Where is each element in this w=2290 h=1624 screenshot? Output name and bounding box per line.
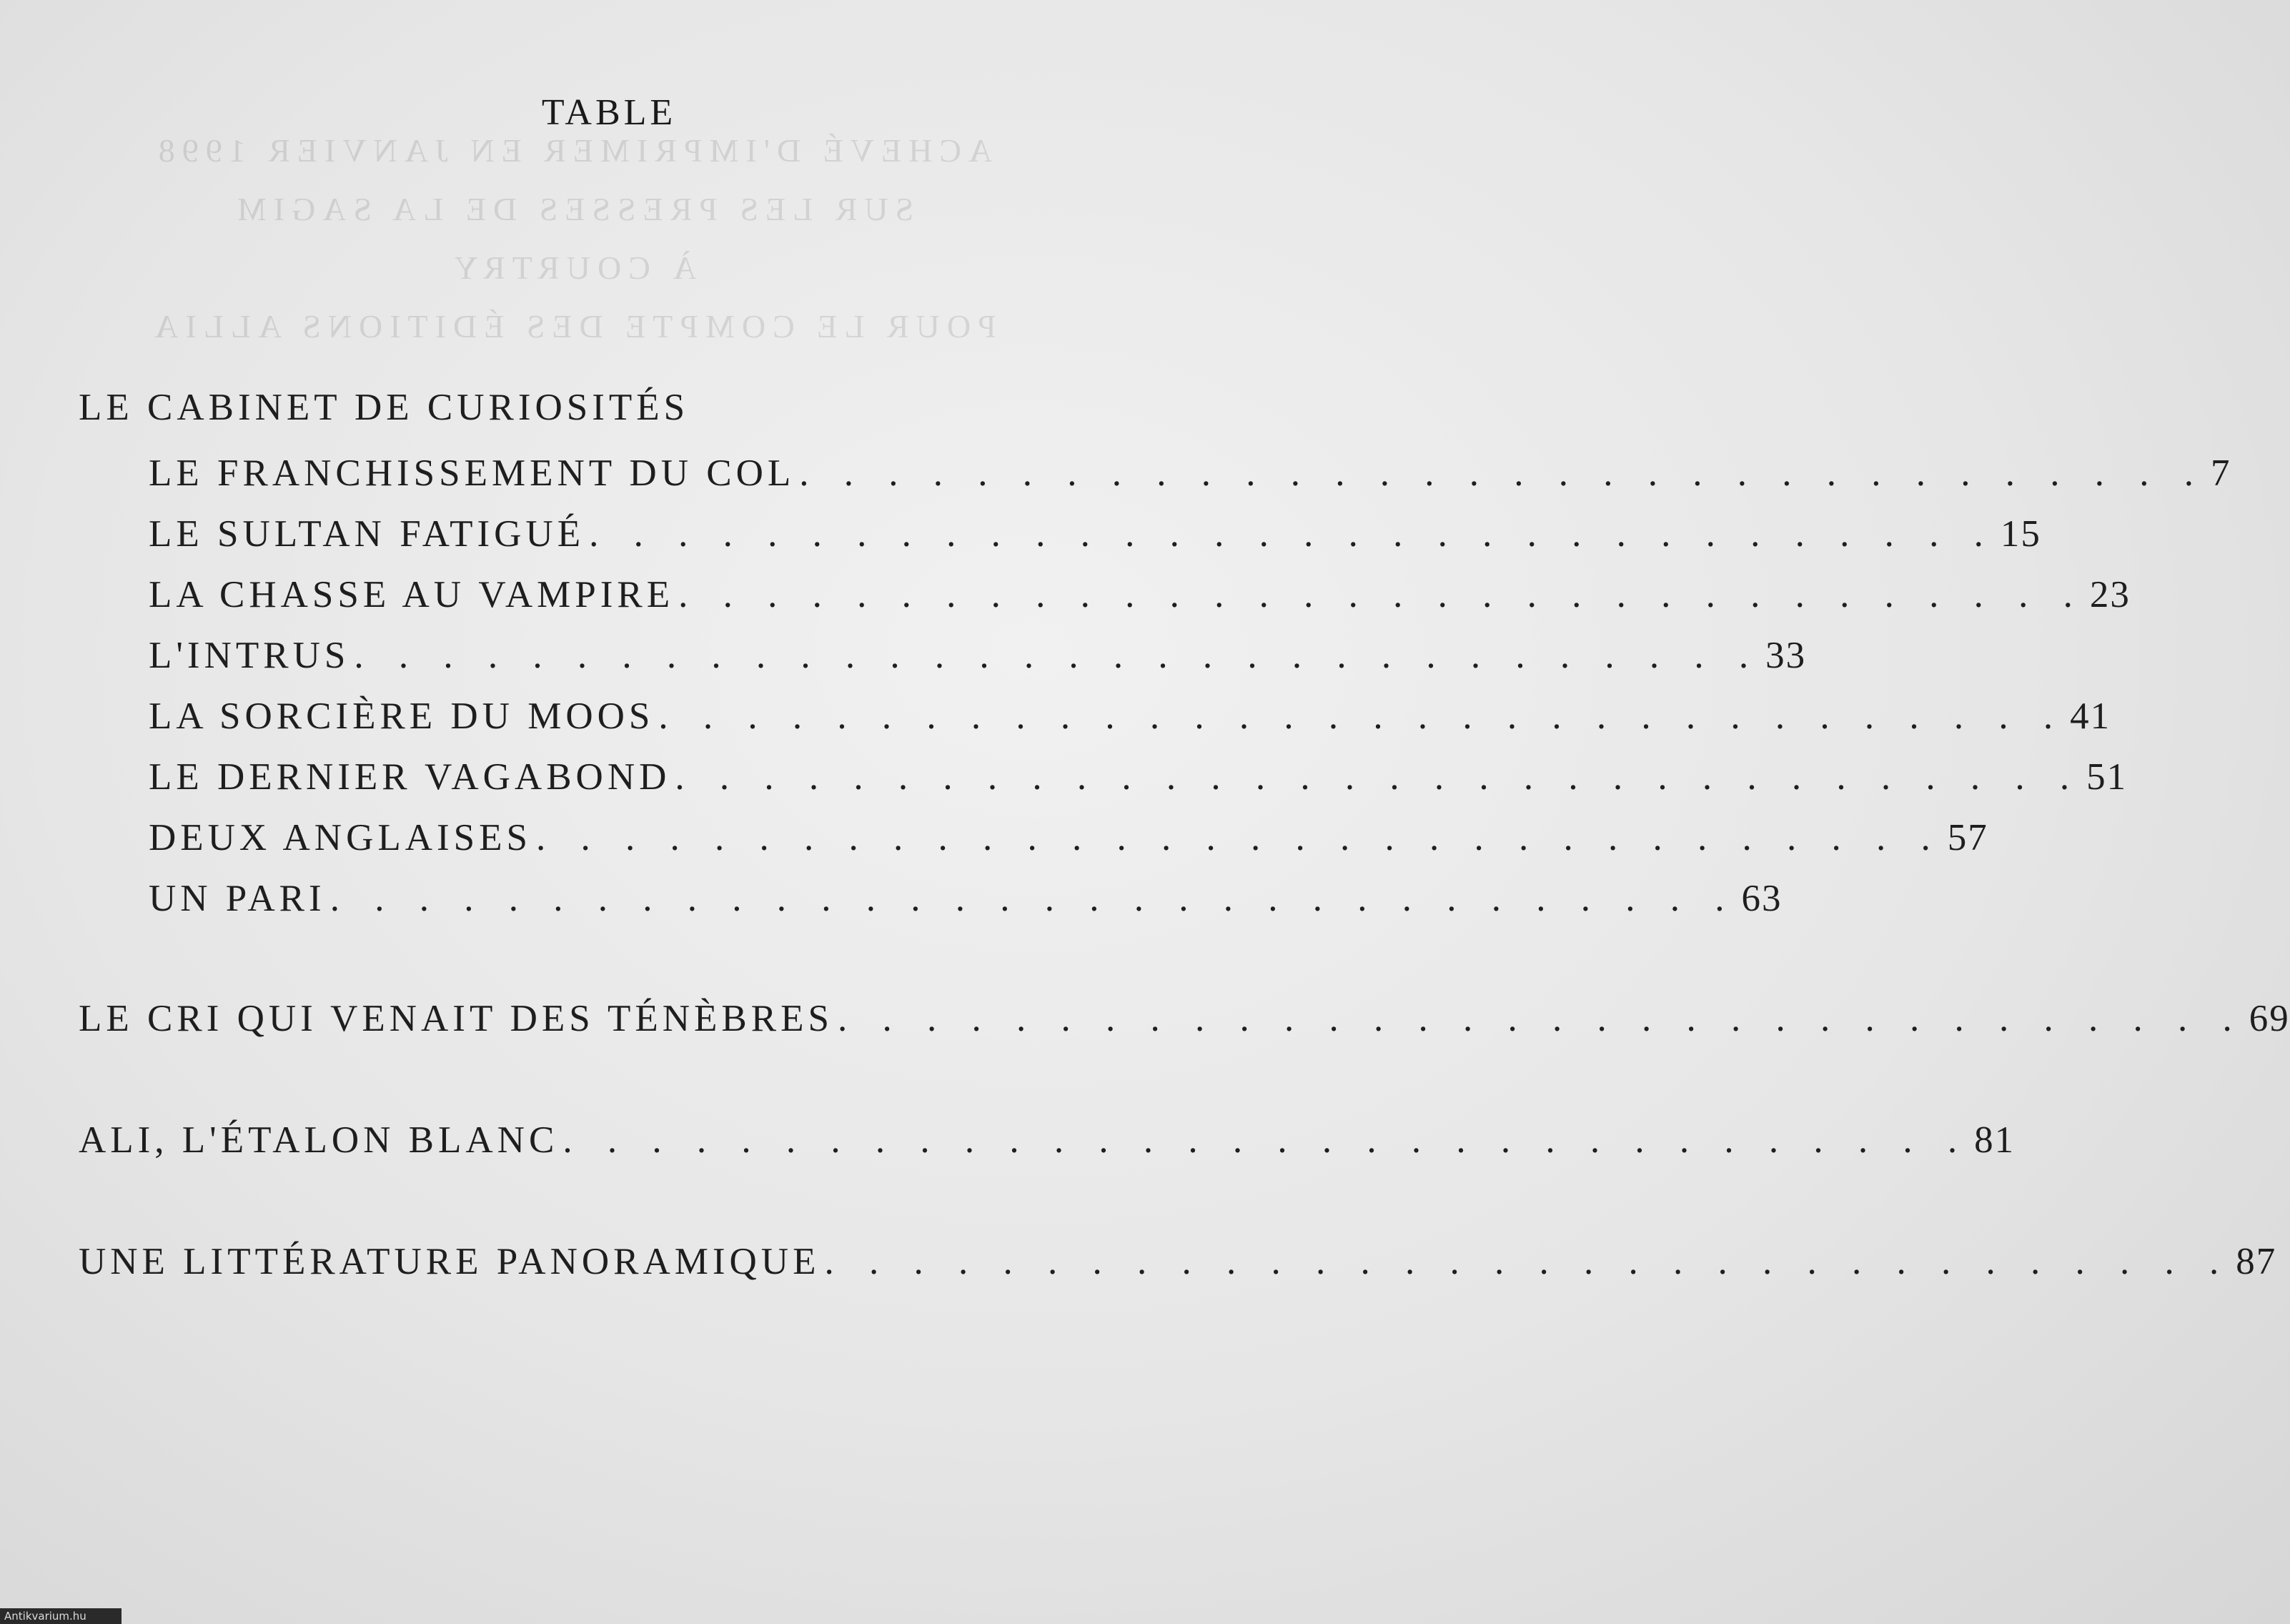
entry-title: ALI, L'ÉTALON BLANC (79, 1119, 559, 1161)
dot-leader: . . . . . . . . . . . . . . . . . . . . . . . . . . . . . . . . (589, 513, 1996, 555)
entry-title: LE CRI QUI VENAIT DES TÉNÈBRES (79, 998, 833, 1039)
bleed-line: À COURTRY (447, 249, 697, 286)
entry-page: 33 (1765, 635, 1807, 676)
watermark: Antikvarium.hu (0, 1608, 122, 1624)
entry-page: 87 (2236, 1241, 2277, 1282)
toc-entry[interactable] (149, 634, 1807, 677)
toc-entry[interactable] (149, 877, 1783, 920)
entry-page: 15 (2000, 513, 2041, 555)
toc-entry[interactable] (149, 756, 2128, 798)
bleed-line: POUR LE COMPTE DES ÉDITIONS ALLIA (147, 308, 996, 345)
dot-leader: . . . . . . . . . . . . . . . . . . . . . . . . . . . . . . . . (329, 878, 1738, 919)
section-heading: LE CABINET DE CURIOSITÉS (79, 387, 690, 428)
toc-entry[interactable] (79, 1119, 2016, 1162)
dot-leader: . . . . . . . . . . . . . . . . . . . . . . . . . . . . . . . . (535, 817, 1943, 858)
dot-leader: . . . . . . . . . . . . . . . . . . . . . . . . . . . . . . . . (678, 574, 2086, 615)
toc-entry[interactable] (79, 1240, 2277, 1283)
entry-title: LA CHASSE AU VAMPIRE (149, 574, 675, 615)
toc-entry[interactable] (149, 816, 1988, 859)
entry-page: 69 (2249, 998, 2290, 1039)
entry-page: 41 (2070, 695, 2111, 737)
page-title: TABLE (541, 92, 677, 133)
bleed-through-text (143, 122, 1001, 356)
entry-title: L'INTRUS (149, 635, 350, 676)
dot-leader: . . . . . . . . . . . . . . . . . . . . . . . . . . . . . . . . (824, 1241, 2232, 1282)
entry-page: 23 (2089, 574, 2131, 615)
dot-leader: . . . . . . . . . . . . . . . . . . . . . . . . . . . . . . . . (675, 756, 2083, 798)
toc-entry[interactable] (149, 573, 2131, 616)
toc-entry[interactable] (149, 452, 2231, 495)
entry-page: 81 (1974, 1119, 2016, 1161)
entry-title: UN PARI (149, 878, 326, 919)
dot-leader: . . . . . . . . . . . . . . . . . . . . . . . . . . . . . . . . (562, 1119, 1971, 1161)
bleed-line: ACHEVÉ D'IMPRIMER EN JANVIER 1998 (151, 132, 993, 169)
entry-title: LE DERNIER VAGABOND (149, 756, 671, 798)
toc-entry[interactable] (149, 695, 2111, 738)
bleed-line: SUR LES PRESSES DE LA SAGIM (229, 191, 914, 227)
entry-title: LA SORCIÈRE DU MOOS (149, 695, 655, 737)
entry-title: DEUX ANGLAISES (149, 817, 532, 858)
dot-leader: . . . . . . . . . . . . . . . . . . . . . . . . . . . . . . . . (837, 998, 2245, 1039)
dot-leader: . . . . . . . . . . . . . . . . . . . . . . . . . . . . . . . . (799, 452, 2206, 494)
dot-leader: . . . . . . . . . . . . . . . . . . . . . . . . . . . . . . . . (354, 635, 1762, 676)
entry-page: 51 (2086, 756, 2128, 798)
entry-page: 57 (1947, 817, 1988, 858)
entry-page: 7 (2210, 452, 2231, 494)
entry-title: LE SULTAN FATIGUÉ (149, 513, 585, 555)
toc-entry[interactable] (79, 997, 2290, 1040)
toc-entry[interactable] (149, 513, 2041, 555)
entry-title: LE FRANCHISSEMENT DU COL (149, 452, 795, 494)
entry-title: UNE LITTÉRATURE PANORAMIQUE (79, 1241, 821, 1282)
dot-leader: . . . . . . . . . . . . . . . . . . . . . . . . . . . . . . . . (658, 695, 2066, 737)
entry-page: 63 (1741, 878, 1783, 919)
